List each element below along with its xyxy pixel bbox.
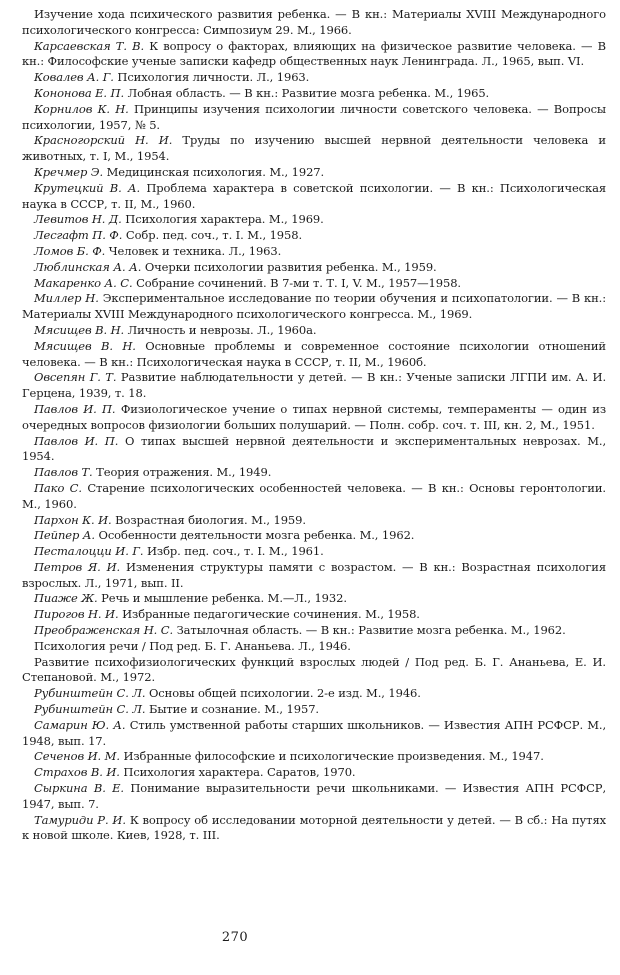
bibliography-entry <box>22 765 606 781</box>
entry-author: Кречмер Э. <box>34 164 104 179</box>
entry-author: Ковалев А. Г. <box>34 70 114 85</box>
bibliography-entry <box>22 639 606 655</box>
entry-author: Красногорский Н. И. <box>34 133 173 148</box>
entry-text: Психология речи / Под ред. Б. Г. Ананьева. Л., 1946. <box>34 638 351 653</box>
entry-author: Макаренко А. С. <box>34 275 133 290</box>
entry-author: Пирогов Н. И. <box>34 607 119 622</box>
bibliography-entry <box>22 7 606 39</box>
entry-text: Основы общей психологии. 2-е изд. М., 1946. <box>148 686 421 701</box>
entry-author: Лесгафт П. Ф. <box>34 228 123 243</box>
entry-author: Пако С. <box>34 480 82 495</box>
bibliography-entry <box>22 481 606 513</box>
entry-author: Карсаевская Т. В. <box>34 38 145 53</box>
bibliography-entry <box>22 813 606 845</box>
bibliography-entry <box>22 513 606 529</box>
entry-text: К вопросу о факторах, влияющих на физическое развитие человека. — В кн.: Философские ученые записки кафедр общественных наук Ленинграда. Л., 1965, вып. VI. <box>22 38 606 69</box>
bibliography-list <box>22 7 606 844</box>
entry-author: Кононова Е. П. <box>34 85 125 100</box>
entry-author: Павлов И. П. <box>34 433 119 448</box>
bibliography-entry <box>22 339 606 371</box>
bibliography-entry <box>22 560 606 592</box>
entry-text: Очерки психологии развития ребенка. М., 1959. <box>144 259 437 274</box>
bibliography-entry <box>22 718 606 750</box>
entry-text: Изучение хода психического развития ребенка. — В кн.: Материалы XVIII Международного психологического конгресса: Симпозиум 29. М., 1966. <box>22 7 606 37</box>
entry-author: Преображенская Н. С. <box>34 623 174 638</box>
entry-author: Пейпер А. <box>34 528 95 543</box>
bibliography-entry <box>22 165 606 181</box>
entry-author: Песталоцци И. Г. <box>34 544 144 559</box>
bibliography-entry <box>22 39 606 71</box>
entry-text: Личность и неврозы. Л., 1960а. <box>127 322 317 337</box>
bibliography-entry <box>22 181 606 213</box>
entry-text: Изменения структуры памяти с возрастом. — В кн.: Возрастная психология взрослых. Л., 1971, вып. II. <box>22 559 606 590</box>
entry-author: Страхов В. И. <box>34 765 120 780</box>
entry-author: Овсепян Г. Т. <box>34 370 117 385</box>
bibliography-entry <box>22 623 606 639</box>
entry-author: Рубинштейн С. Л. <box>34 686 146 701</box>
entry-author: Ломов Б. Ф. <box>34 243 106 258</box>
bibliography-entry <box>22 402 606 434</box>
entry-text: Собр. пед. соч., т. I. М., 1958. <box>125 228 302 243</box>
bibliography-entry <box>22 323 606 339</box>
bibliography-entry <box>22 212 606 228</box>
entry-text: Психология характера. М., 1969. <box>125 212 324 227</box>
bibliography-entry <box>22 291 606 323</box>
entry-text: Речь и мышление ребенка. М.—Л., 1932. <box>101 591 347 606</box>
bibliography-entry <box>22 228 606 244</box>
bibliography-entry <box>22 528 606 544</box>
entry-author: Пиаже Ж. <box>34 591 98 606</box>
entry-text: О типах высшей нервной деятельности и экспериментальных неврозах. М., 1954. <box>22 433 606 464</box>
entry-text: Избр. пед. соч., т. I. М., 1961. <box>146 544 324 559</box>
entry-author: Петров Я. И. <box>34 559 121 574</box>
entry-text: Развитие наблюдательности у детей. — В кн.: Ученые записки ЛГПИ им. А. И. Герцена, 1939, т. 18. <box>22 370 607 401</box>
entry-text: Человек и техника. Л., 1963. <box>108 243 282 258</box>
entry-author: Тамуриди Р. И. <box>34 812 126 827</box>
bibliography-entry <box>22 276 606 292</box>
entry-text: Труды по изучению высшей нервной деятельности человека и животных, т. I, М., 1954. <box>22 133 606 164</box>
bibliography-entry <box>22 591 606 607</box>
bibliography-entry <box>22 702 606 718</box>
entry-text: Собрание сочинений. В 7-ми т. Т. I, V. М., 1957—1958. <box>136 275 461 290</box>
bibliography-entry <box>22 86 606 102</box>
bibliography-entry <box>22 607 606 623</box>
bibliography-entry <box>22 244 606 260</box>
entry-text: Стиль умственной работы старших школьников. — Известия АПН РСФСР. М., 1948, вып. 17. <box>22 717 607 748</box>
page-number: 270 <box>221 930 249 945</box>
entry-text: Физиологическое учение о типах нервной системы, темпераменты — один из очередных вопросов физиологии больших полушарий. — Полн. собр. соч. т. III, кн. 2, М., 1951. <box>22 401 606 432</box>
bibliography-entry <box>22 544 606 560</box>
entry-text: Избранные педагогические сочинения. М., 1958. <box>122 607 420 622</box>
entry-text: Избранные философские и психологические произведения. М., 1947. <box>123 749 544 764</box>
entry-author: Левитов Н. Д. <box>34 212 122 227</box>
entry-author: Павлов И. П. <box>34 401 116 416</box>
bibliography-entry <box>22 370 606 402</box>
entry-text: К вопросу об исследовании моторной деятельности у детей. — В сб.: На путях к новой школе. Киев, 1928, т. III. <box>22 812 606 843</box>
entry-text: Понимание выразительности речи школьниками. — Известия АПН РСФСР, 1947, вып. 7. <box>22 781 606 811</box>
entry-text: Психология личности. Л., 1963. <box>117 70 310 85</box>
entry-text: Принципы изучения психологии личности советского человека. — Вопросы психологии, 1957, № 5. <box>22 101 606 132</box>
entry-author: Рубинштейн С. Л. <box>34 702 146 717</box>
entry-author: Крутецкий В. А. <box>34 180 141 195</box>
entry-text: Бытие и сознание. М., 1957. <box>148 702 319 717</box>
entry-text: Старение психологических особенностей человека. — В кн.: Основы геронтологии. М., 1960. <box>22 480 606 511</box>
bibliography-entry <box>22 465 606 481</box>
entry-author: Пархон К. И. <box>34 512 112 527</box>
bibliography-entry <box>22 260 606 276</box>
bibliography-entry <box>22 70 606 86</box>
entry-author: Сеченов И. М. <box>34 749 120 764</box>
entry-text: Особенности деятельности мозга ребенка. М., 1962. <box>98 528 415 543</box>
bibliography-entry <box>22 655 606 687</box>
bibliography-entry <box>22 749 606 765</box>
entry-text: Затылочная область. — В кн.: Развитие мозга ребенка. М., 1962. <box>176 623 566 638</box>
entry-author: Мясищев В. Н. <box>34 338 136 353</box>
entry-author: Павлов Т. <box>34 465 93 480</box>
entry-text: Экспериментальное исследование по теории обучения и психопатологии. — В кн.: Материалы XVIII Международного психологического конгресса. М., 1969. <box>22 291 606 322</box>
bibliography-entry <box>22 102 606 134</box>
entry-author: Сыркина В. Е. <box>34 781 124 796</box>
bibliography-entry <box>22 686 606 702</box>
bibliography-entry <box>22 781 606 813</box>
entry-author: Мясищев В. Н. <box>34 322 125 337</box>
entry-author: Люблинская А. А. <box>34 259 142 274</box>
entry-text: Возрастная биология. М., 1959. <box>115 512 306 527</box>
entry-text: Психология характера. Саратов, 1970. <box>123 765 356 780</box>
entry-author: Корнилов К. Н. <box>34 101 129 116</box>
entry-text: Теория отражения. М., 1949. <box>96 465 272 480</box>
entry-text: Лобная область. — В кн.: Развитие мозга ребенка. М., 1965. <box>127 85 490 100</box>
entry-text: Проблема характера в советской психологии. — В кн.: Психологическая наука в СССР, т. II, М., 1960. <box>22 180 606 211</box>
entry-text: Основные проблемы и современное состояние психологии отношений человека. — В кн.: Психологическая наука в СССР, т. II, М., 1960б. <box>22 338 606 369</box>
entry-author: Самарин Ю. А. <box>34 717 126 732</box>
entry-text: Медицинская психология. М., 1927. <box>106 164 325 179</box>
entry-author: Миллер Н. <box>34 291 99 306</box>
bibliography-entry <box>22 133 606 165</box>
bibliography-entry <box>22 434 606 466</box>
entry-text: Развитие психофизиологических функций взрослых людей / Под ред. Б. Г. Ананьева, Е. И. Степановой. М., 1972. <box>22 654 606 685</box>
